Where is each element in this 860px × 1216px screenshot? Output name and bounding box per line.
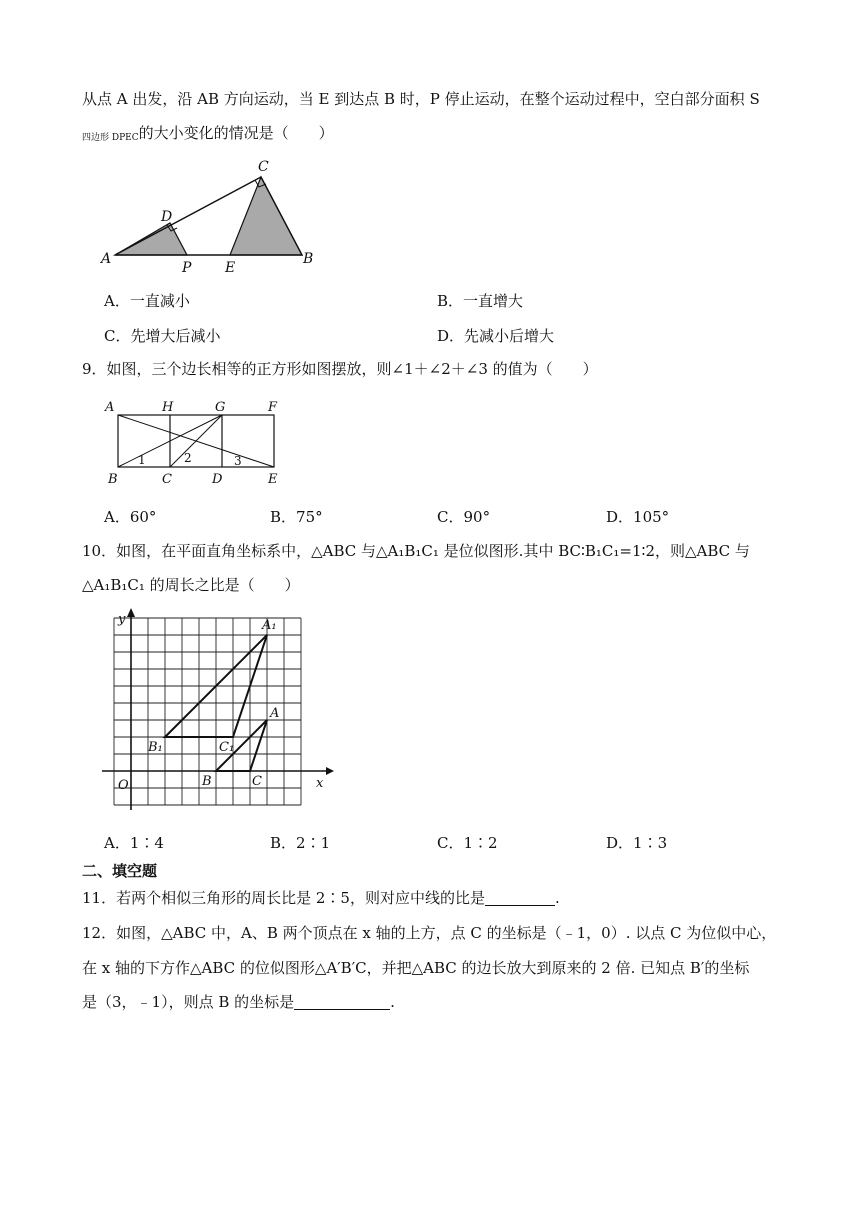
q9-label-f: F	[268, 400, 278, 415]
q8-label-b: B	[303, 251, 314, 267]
q10-label-o: O	[118, 778, 129, 793]
q10-label-x: x	[316, 776, 324, 791]
q9-option-c[interactable]: C．90°	[437, 508, 491, 526]
q9-label-c: C	[162, 472, 172, 487]
q9-angle-2: 2	[184, 451, 192, 465]
q10-x-arrow	[326, 767, 334, 775]
q8-label-p: P	[182, 260, 192, 276]
q10-option-a[interactable]: A．1∶4	[104, 834, 164, 852]
q8-triangle-figure	[95, 155, 325, 280]
q10-option-b[interactable]: B．2∶1	[270, 834, 331, 852]
q10-label-b: B	[202, 774, 212, 789]
q10-option-c[interactable]: C．1∶2	[437, 834, 498, 852]
q10-label-a: A	[270, 706, 280, 721]
q12-answer-blank[interactable]	[294, 993, 390, 1010]
q10-label-y: y	[118, 612, 126, 627]
q9-label-b: B	[108, 472, 118, 487]
q10-label-c: C	[252, 774, 262, 789]
q9-label-h: H	[162, 400, 174, 415]
q12-text-line3	[82, 991, 395, 1013]
q9-label-a: A	[105, 400, 115, 415]
q12-text-line2: 在 x 轴的下方作△ABC 的位似图形△A′B′C，并把△ABC 的边长放大到原来的 2 倍. 已知点 B′的坐标	[82, 959, 750, 977]
q8-shaded-left	[115, 223, 187, 255]
q8-label-a: A	[101, 251, 112, 267]
q12-period: .	[390, 993, 395, 1011]
q9-squares-figure	[100, 395, 290, 490]
q8-label-c: C	[258, 159, 269, 175]
q10-text-line1: 10．如图，在平面直角坐标系中，△ABC 与△A₁B₁C₁ 是位似图形.其中 BC∶B₁C₁=1∶2，则△ABC 与	[82, 542, 750, 560]
q9-option-b[interactable]: B．75°	[270, 508, 323, 526]
q11-text	[82, 887, 560, 909]
q12-question: 是（3，﹣1），则点 B 的坐标是	[82, 993, 295, 1011]
q8-question-tail: 的大小变化的情况是（ ）	[138, 124, 334, 142]
q10-label-a1: A₁	[262, 618, 277, 633]
q11-answer-blank[interactable]	[485, 889, 555, 906]
q8-label-d: D	[161, 209, 173, 225]
q8-option-d[interactable]: D．先减小后增大	[437, 327, 555, 345]
q8-label-e: E	[225, 260, 236, 276]
q10-label-c1: C₁	[219, 740, 235, 755]
q8-option-c[interactable]: C．先增大后减小	[104, 327, 221, 345]
q9-label-d: D	[212, 472, 223, 487]
q9-angle-3: 3	[234, 454, 242, 468]
q9-label-e: E	[268, 472, 278, 487]
q8-text-line2	[82, 122, 334, 149]
q8-area-subscript: 四边形 DPEC	[82, 133, 139, 143]
q12-text-line1: 12．如图，△ABC 中，A、B 两个顶点在 x 轴的上方，点 C 的坐标是（﹣1，0）. 以点 C 为位似中心，	[82, 924, 777, 942]
q9-label-g: G	[215, 400, 226, 415]
q10-text-line2: △A₁B₁C₁ 的周长之比是（ ）	[82, 576, 300, 594]
q8-option-b[interactable]: B．一直增大	[437, 292, 524, 310]
q11-period: .	[554, 889, 560, 907]
q8-shaded-right	[230, 177, 302, 255]
q9-option-a[interactable]: A．60°	[104, 508, 157, 526]
q8-option-a[interactable]: A．一直减小	[104, 292, 190, 310]
q8-text-line1: 从点 A 出发，沿 AB 方向运动，当 E 到达点 B 时，P 停止运动，在整个运动过程中，空白部分面积 S	[82, 90, 760, 108]
q10-y-arrow	[127, 608, 135, 617]
q11-question: 11．若两个相似三角形的周长比是 2∶5，则对应中线的比是	[82, 889, 485, 907]
q9-angle-1: 1	[138, 453, 146, 467]
q9-text: 9．如图，三个边长相等的正方形如图摆放，则∠1＋∠2＋∠3 的值为（ ）	[82, 360, 598, 378]
q9-option-d[interactable]: D．105°	[606, 508, 670, 526]
q10-coordinate-figure	[100, 605, 335, 820]
section-title-fill-blank: 二、填空题	[82, 862, 158, 880]
q10-label-b1: B₁	[148, 740, 163, 755]
q10-option-d[interactable]: D．1∶3	[606, 834, 668, 852]
